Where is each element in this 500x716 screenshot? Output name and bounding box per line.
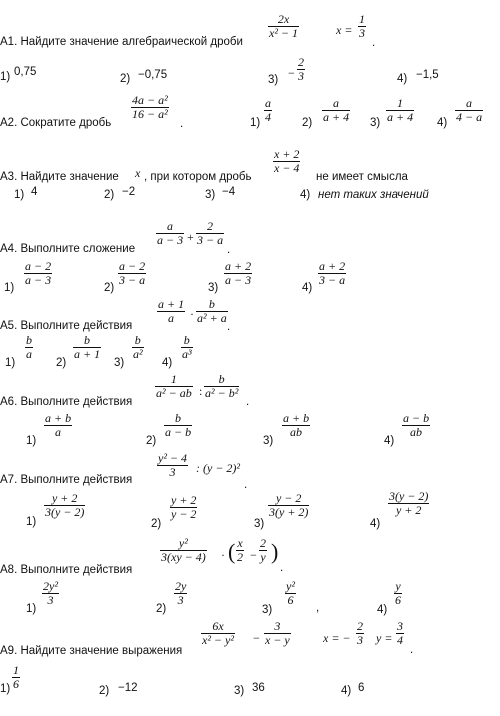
question-a9-y-label: y = xyxy=(376,631,393,645)
question-a2-fraction: 4a − a² 16 − a² xyxy=(132,93,168,121)
left-parenthesis: ( xyxy=(228,539,236,564)
a8-option-1-fraction[interactable]: 2y² 3 xyxy=(43,579,58,607)
a4-option-3-number: 3) xyxy=(208,282,219,294)
a4-option-2-fraction[interactable]: a − 2 3 − a xyxy=(119,259,146,287)
question-a3-text: А3. Найдите значение xyxy=(0,171,119,183)
question-a8-fraction-1: y² 3(xy − 4) xyxy=(161,536,206,564)
a6-option-3-number: 3) xyxy=(263,435,274,447)
a5-option-1-number: 1) xyxy=(5,357,16,369)
a8-option-3-number: 3) xyxy=(262,604,273,616)
question-a7-divisor: : (y − 2)² xyxy=(196,461,241,475)
question-a6-text: А6. Выполните действия xyxy=(0,396,133,408)
a9-option-3-number: 3) xyxy=(234,685,245,697)
question-a5-operator: · xyxy=(190,307,194,321)
question-a5-text: А5. Выполните действия xyxy=(0,320,133,332)
right-parenthesis: ) xyxy=(271,539,279,564)
question-a8-operator: · xyxy=(221,548,225,562)
a4-option-1-fraction[interactable]: a − 2 a − 3 xyxy=(25,259,52,287)
a4-option-2-number: 2) xyxy=(104,282,115,294)
a9-option-1-number: 1) xyxy=(0,683,11,695)
a6-option-4-number: 4) xyxy=(384,435,395,447)
a1-option-3-fraction[interactable]: 2 3 xyxy=(298,55,304,83)
question-a5-fraction-2: b a² + a xyxy=(197,297,227,325)
a5-option-3-fraction[interactable]: b a² xyxy=(133,333,143,361)
a1-option-3-sign[interactable]: − xyxy=(288,66,295,80)
a1-option-4-number: 4) xyxy=(397,73,408,85)
question-a9-y-fraction: 3 4 xyxy=(397,619,403,647)
a8-option-1-number: 1) xyxy=(26,603,37,615)
a3-option-1-number: 1) xyxy=(14,189,25,201)
question-a3-text-3: не имеет смысла xyxy=(316,171,408,183)
a7-option-3-fraction[interactable]: y − 2 3(y + 2) xyxy=(269,491,309,519)
a7-option-1-number: 1) xyxy=(26,516,37,528)
question-a1-fraction: 2x x² − 1 xyxy=(269,12,299,40)
a9-option-1-fraction[interactable]: 1 6 xyxy=(13,663,19,691)
question-a4-operator: + xyxy=(187,230,194,244)
a6-option-2-number: 2) xyxy=(146,435,157,447)
question-a8-fraction-2: x 2 xyxy=(237,536,243,564)
a4-option-4-number: 4) xyxy=(302,282,313,294)
a4-option-3-fraction[interactable]: a + 2 a − 3 xyxy=(225,259,252,287)
question-a8-text: А8. Выполните действия xyxy=(0,564,133,576)
a8-option-4-number: 4) xyxy=(377,604,388,616)
question-a1-condition: x = xyxy=(336,23,353,37)
question-a7-fraction: y² − 4 3 xyxy=(158,451,188,479)
question-a7-text: А7. Выполните действия xyxy=(0,474,133,486)
question-a4-text: А4. Выполните сложение xyxy=(0,243,136,255)
a8-option-2-number: 2) xyxy=(156,603,167,615)
a1-option-3-number: 3) xyxy=(268,74,279,86)
question-a3-fraction: x + 2 x − 4 xyxy=(274,147,300,175)
a8-option-3-fraction[interactable]: y² 6 xyxy=(286,579,295,607)
question-a4-fraction-2: 2 3 − a xyxy=(197,219,224,247)
question-a9-text: А9. Найдите значение выражения xyxy=(0,645,183,657)
a1-option-2-value[interactable]: −0,75 xyxy=(138,69,168,81)
a4-option-4-fraction[interactable]: a + 2 3 − a xyxy=(319,259,346,287)
a2-option-4-fraction[interactable]: a 4 − a xyxy=(456,96,483,124)
a8-option-4-fraction[interactable]: y 6 xyxy=(395,579,401,607)
a7-option-2-fraction[interactable]: y + 2 y − 2 xyxy=(171,493,197,521)
a2-option-2-number: 2) xyxy=(302,117,313,129)
a8-option-2-fraction[interactable]: 2y 3 xyxy=(175,579,187,607)
a2-option-1-fraction[interactable]: a 4 xyxy=(265,96,271,124)
a5-option-2-fraction[interactable]: b a + 1 xyxy=(74,333,101,361)
a9-option-2-value[interactable]: −12 xyxy=(118,682,138,694)
a9-option-2-number: 2) xyxy=(99,685,110,697)
a6-option-4-fraction[interactable]: a − b ab xyxy=(403,411,430,439)
a7-option-3-number: 3) xyxy=(254,518,265,530)
question-a9-fraction-2: 3 x − y xyxy=(265,619,290,647)
question-a6-fraction-2: b a² − b² xyxy=(205,372,239,400)
question-a5-fraction-1: a + 1 a xyxy=(158,297,185,325)
a6-option-3-fraction[interactable]: a + b ab xyxy=(283,411,310,439)
question-a3-text-2: , при котором дробь xyxy=(144,171,252,183)
a9-option-3-value[interactable]: 36 xyxy=(252,682,265,694)
a5-option-4-number: 4) xyxy=(162,357,173,369)
question-a1-text: А1. Найдите значение алгебраической дроби xyxy=(0,36,243,48)
question-a8-minus: − xyxy=(250,548,257,562)
a1-option-1-number: 1) xyxy=(0,71,11,83)
a3-option-2-value[interactable]: −2 xyxy=(122,186,136,198)
a2-option-3-fraction[interactable]: 1 a + 4 xyxy=(387,96,414,124)
a3-option-2-number: 2) xyxy=(104,189,115,201)
question-a6-operator: : xyxy=(199,384,203,398)
a4-option-1-number: 1) xyxy=(4,282,15,294)
a1-option-2-number: 2) xyxy=(120,73,131,85)
a7-option-4-fraction[interactable]: 3(y − 2) y + 2 xyxy=(389,489,429,517)
a5-option-3-number: 3) xyxy=(114,357,125,369)
a2-option-2-fraction[interactable]: a a + 4 xyxy=(323,96,350,124)
a9-option-4-value[interactable]: 6 xyxy=(358,682,365,694)
a3-option-3-number: 3) xyxy=(205,189,216,201)
a7-option-1-fraction[interactable]: y + 2 3(y − 2) xyxy=(45,491,85,519)
question-a9-x-label: x = − xyxy=(323,631,351,645)
a6-option-2-fraction[interactable]: b a − b xyxy=(165,411,192,439)
a2-option-1-number: 1) xyxy=(250,117,261,129)
a5-option-1-fraction[interactable]: b a xyxy=(26,333,32,361)
a5-option-2-number: 2) xyxy=(56,357,67,369)
question-a2-text: А2. Сократите дробь xyxy=(0,117,112,129)
a3-option-3-value[interactable]: −4 xyxy=(222,186,236,198)
a2-option-4-number: 4) xyxy=(437,117,448,129)
question-a9-x-fraction: 2 3 xyxy=(357,619,363,647)
question-a1-condition-fraction: 1 3 xyxy=(359,12,365,40)
question-a9-minus: − xyxy=(253,631,260,645)
question-a6-fraction-1: 1 a² − ab xyxy=(156,372,192,400)
a3-option-4-number: 4) xyxy=(300,189,311,201)
a7-option-4-number: 4) xyxy=(370,518,381,530)
question-a3-variable: x xyxy=(135,166,141,180)
a1-option-4-value[interactable]: −1,5 xyxy=(416,69,439,81)
a6-option-1-fraction[interactable]: a + b a xyxy=(45,411,72,439)
a9-option-4-number: 4) xyxy=(341,685,352,697)
a1-option-1-value[interactable]: 0,75 xyxy=(14,66,37,78)
question-a9-fraction-1: 6x x² − y² xyxy=(202,619,234,647)
a2-option-3-number: 3) xyxy=(370,117,381,129)
a7-option-2-number: 2) xyxy=(151,518,162,530)
a3-option-1-value[interactable]: 4 xyxy=(31,186,38,198)
a3-option-4-value[interactable]: нет таких значений xyxy=(318,189,429,201)
a5-option-4-fraction[interactable]: b a³ xyxy=(182,333,192,361)
worksheet: А1. Найдите значение алгебраической дроби 2x x² − 1 x = 1 3 . 1) 0,75 2) −0,75 3) − 2 3 4) −1,5 А2. Сократите дробь 4a − a² 16 − a² . 1) a 4 2) a a + 4 3) 1 a + 4 4) a 4 − a А3. Найдите значение x , при котором дробь x + 2 x − 4 не имеет смысла 1) 4 2) −2 3) −4 4) нет таких значений А4. Выполните сложение a a − 3 + 2 3 − a . 1) a − 2 a − 3 2) a − 2 3 − a 3) a + 2 a − 3 4) a + 2 3 − a А5. Выполните действия a + 1 a · b a² + a . 1) b a 2) b a + 1 3) b a² 4) b a³ А6. Выполните действия 1 a² − ab : b a² − b² . 1) a + b a 2) b a − b 3) a + b ab 4) a − b ab А7. Выполните действия y² − 4 3 : (y − 2)² . 1) y + 2 3(y − 2) 2) y + 2 y − 2 3) y − 2 3(y + 2) 4) 3(y − 2) y + 2 А8. Выполните действия y² 3(xy − 4) · ( x 2 − 2 y ) . 1) 2y² 3 2) 2y 3 3) y² 6 , 4) y 6 А9. Найдите значение выражения 6x x² − y² − 3 x − y x = − 2 3 y = 3 4 . 1) 1 6 2) −12 3) 36 4) 6 xyxy=(0,12,483,697)
question-a4-fraction-1: a a − 3 xyxy=(157,219,184,247)
a6-option-1-number: 1) xyxy=(26,435,37,447)
question-a8-fraction-3: 2 y xyxy=(260,536,266,564)
